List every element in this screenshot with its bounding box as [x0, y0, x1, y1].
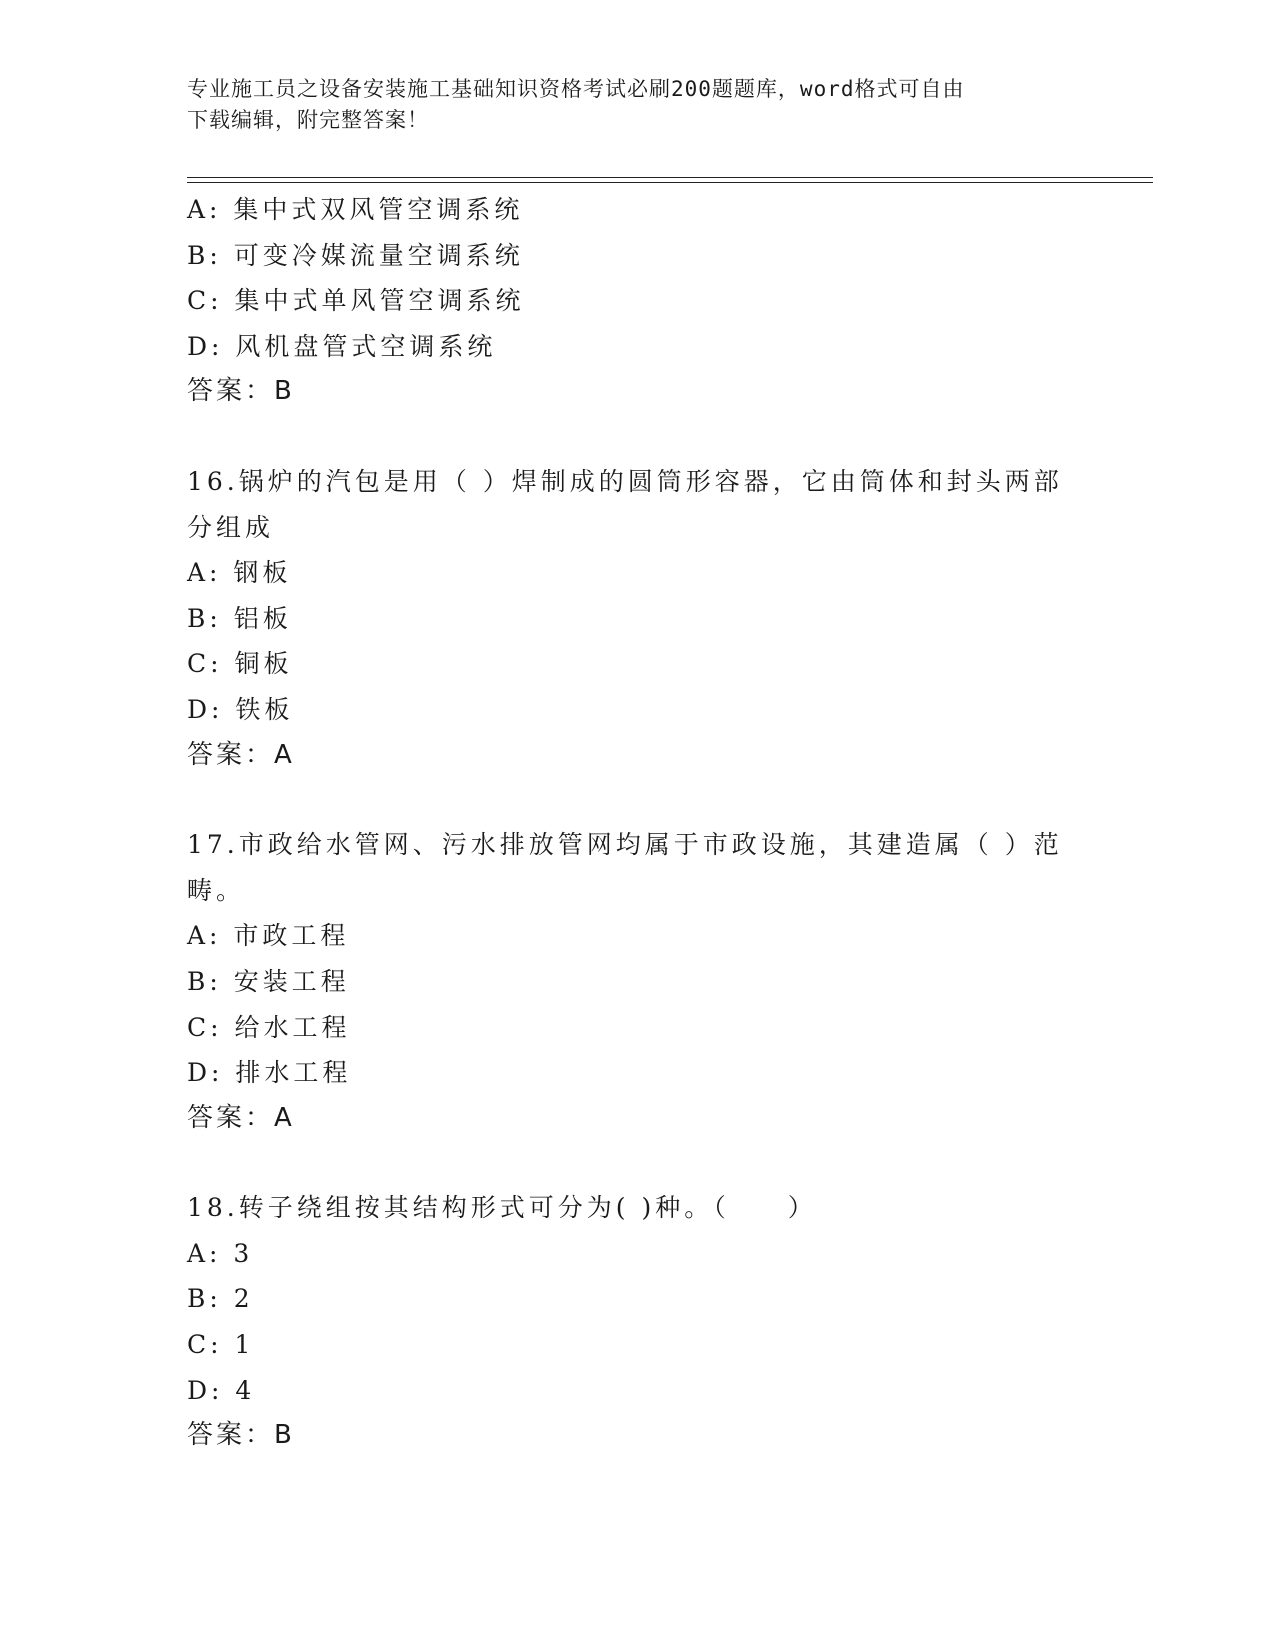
option-b: B: 铝板 — [187, 603, 292, 633]
header-title-line-1: 专业施工员之设备安装施工基础知识资格考试必刷200题题库，word格式可自由 — [187, 77, 965, 101]
option-d: D: 排水工程 — [187, 1058, 352, 1088]
answer: 答案：A — [187, 1102, 295, 1133]
answer: 答案：A — [187, 739, 295, 770]
option-d: D: 4 — [187, 1375, 256, 1405]
option-c: C: 给水工程 — [187, 1012, 351, 1042]
question-stem-line-1: 17.市政给水管网、污水排放管网均属于市政设施，其建造属（ ）范 — [187, 830, 1063, 860]
header-rule-bottom — [187, 182, 1153, 183]
header-rule-top — [187, 177, 1153, 178]
option-a: A: 3 — [187, 1238, 254, 1268]
question-17 — [187, 822, 1087, 1141]
option-b: B: 安装工程 — [187, 966, 350, 996]
question-stem-line-1: 16.锅炉的汽包是用（ ）焊制成的圆筒形容器，它由筒体和封头两部 — [187, 466, 1063, 496]
spacer — [187, 778, 1087, 822]
header-title-line-2: 下载编辑，附完整答案！ — [187, 108, 429, 132]
option-d: D: 铁板 — [187, 694, 294, 724]
spacer — [187, 415, 1087, 459]
option-a: A: 市政工程 — [187, 921, 350, 951]
spacer — [187, 1141, 1087, 1185]
option-a: A: 钢板 — [187, 558, 292, 588]
question-stem-line-2: 分组成 — [187, 512, 275, 542]
option-d: D: 风机盘管式空调系统 — [187, 331, 497, 361]
option-b: B: 可变冷媒流量空调系统 — [187, 240, 524, 270]
question-18 — [187, 1185, 1087, 1459]
answer: 答案：B — [187, 1420, 295, 1451]
option-b: B: 2 — [187, 1284, 254, 1314]
answer: 答案：B — [187, 376, 295, 407]
option-c: C: 1 — [187, 1330, 255, 1360]
document-header — [187, 74, 1087, 136]
question-15 — [187, 187, 1087, 415]
question-stem-line-2: 畴。 — [187, 875, 246, 905]
option-c: C: 铜板 — [187, 649, 293, 679]
question-stem-line-1: 18.转子绕组按其结构形式可分为( )种。（ ） — [187, 1193, 817, 1223]
option-a: A: 集中式双风管空调系统 — [187, 195, 524, 224]
option-c: C: 集中式单风管空调系统 — [187, 286, 525, 316]
question-content — [187, 187, 1087, 1459]
question-16 — [187, 459, 1087, 778]
